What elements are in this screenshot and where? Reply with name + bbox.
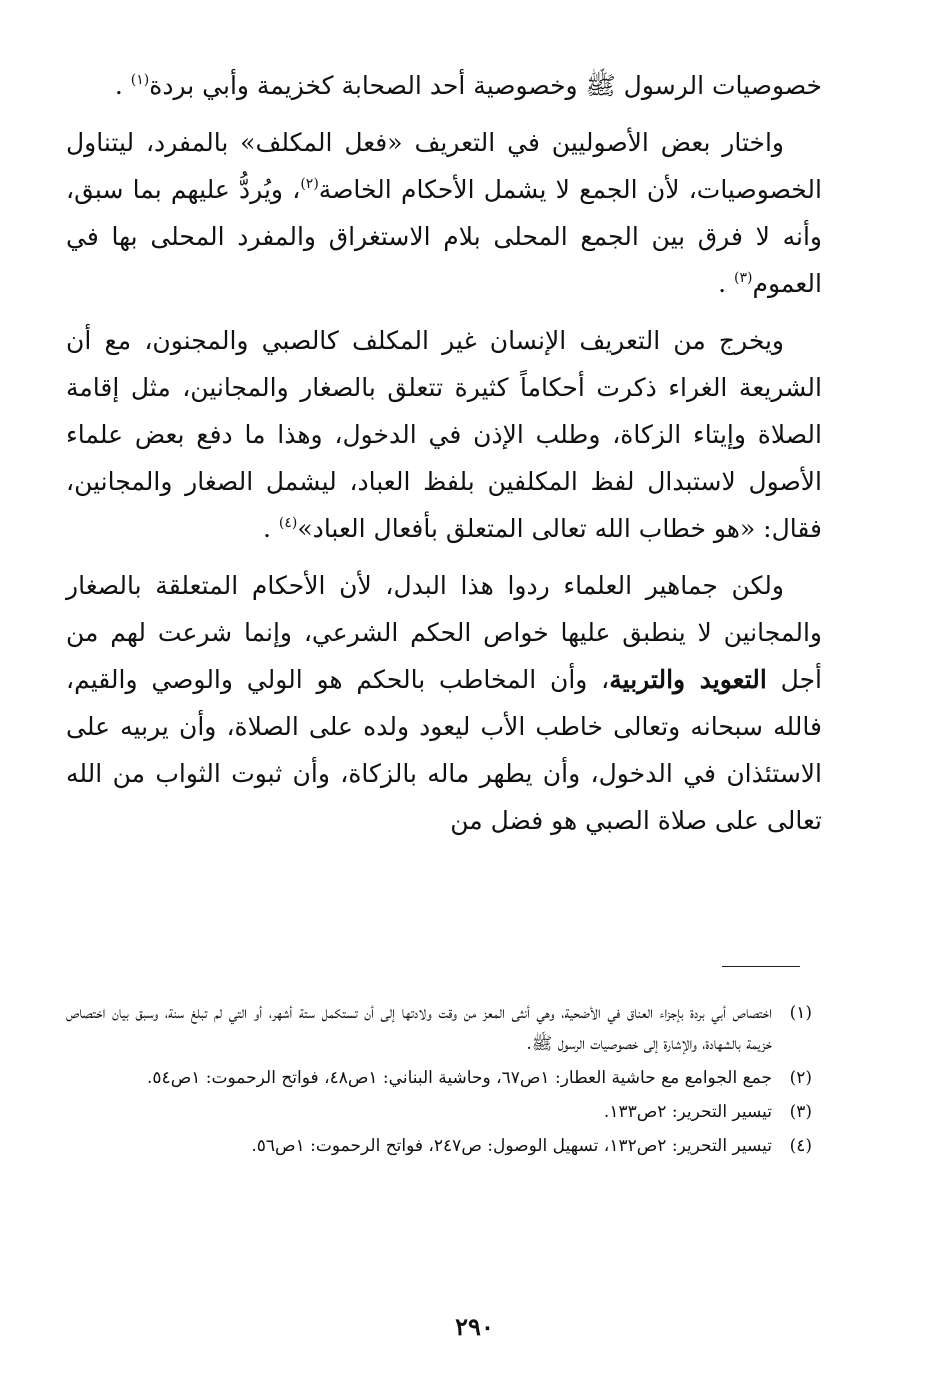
footnote-separator: [722, 966, 800, 967]
footnote-number: (٢): [789, 1068, 812, 1088]
paragraph: [66, 317, 822, 552]
footnote: [66, 1097, 812, 1128]
footnotes: [66, 998, 812, 1165]
footnote: [66, 1063, 812, 1094]
text-run: ، ويُردُّ عليهم بما سبق، وأنه لا فرق بين الجمع المحلى بلام الاستغراق والمفرد المحلى بها في العموم: [66, 175, 822, 298]
footnote-text: تيسير التحرير: ٢ص١٣٣.: [603, 1102, 772, 1122]
text-run: خصوصيات الرسول ﷺ وخصوصية أحد الصحابة كخزيمة وأبي بردة: [149, 71, 822, 100]
text-run: واختار بعض الأصوليين في التعريف «فعل المكلف» بالمفرد، ليتناول الخصوصيات، لأن الجمع لا يشمل الأحكام الخاصة: [66, 128, 822, 204]
text-run: .: [114, 71, 131, 100]
footnote-number: (٣): [789, 1102, 812, 1122]
text-run: ويخرج من التعريف الإنسان غير المكلف كالصبي والمجنون، مع أن الشريعة الغراء ذكرت أحكاماً كثيرة تتعلق بالصغار والمجانين، مثل إقامة الصلاة وإيتاء الزكاة، وطلب الإذن في الدخول، وهذا ما دفع بعض علماء الأصول لاستبدال لفظ المكلفين بلفظ العباد، ليشمل الصغار والمجانين، فقال: «هو خطاب الله تعالى المتعلق بأفعال العباد»: [66, 326, 822, 543]
page-number: ٢٩٠: [455, 1312, 494, 1341]
footnote-number: (٤): [789, 1136, 812, 1156]
footnote-ref: (١): [130, 72, 150, 88]
text-run: .: [718, 269, 735, 298]
paragraph: [66, 562, 822, 844]
text-run: ولكن جماهير العلماء ردوا هذا البدل، لأن الأحكام المتعلقة بالصغار والمجانين لا ينطبق عليها خواص الحكم الشرعي، وإنما شرعت لهم من أجل: [66, 571, 822, 694]
footnote-number: (١): [789, 1003, 812, 1023]
footnote: [66, 998, 812, 1060]
footnote-ref: (٢): [300, 176, 319, 192]
footnote-text: تيسير التحرير: ٢ص١٣٢، تسهيل الوصول: ص٢٤٧، فواتح الرحموت: ١ص٥٦.: [251, 1136, 772, 1156]
footnote: [66, 1131, 812, 1162]
bold-text: التعويد والتربية: [609, 665, 767, 694]
paragraph: [66, 119, 822, 307]
text-run: .: [263, 514, 279, 543]
page-body: [66, 62, 822, 854]
body-text: [66, 62, 822, 844]
text-run: ، وأن المخاطب بالحكم هو الولي والوصي والقيم، فالله سبحانه وتعالى خاطب الأب ليعود ولده على الصلاة، وأن يربيه على الاستئذان في الدخول، وأن يطهر ماله بالزكاة، وأن ثبوت الثواب من الله تعالى على صلاة الصبي هو فضل من: [66, 665, 822, 835]
footnote-text: جمع الجوامع مع حاشية العطار: ١ص٦٧، وحاشية البناني: ١ص٤٨، فواتح الرحموت: ١ص٥٤.: [147, 1068, 772, 1088]
footnote-ref: (٤): [278, 515, 298, 531]
footnote-text: اختصاص أبي بردة بإجزاء العناق في الأضحية، وهي أنثى المعز من وقت ولادتها إلى أن تستكمل ستة أشهر، أو التي لم تبلغ سنة، وسبق بيان اختصاص خزيمة بالشهادة، والإشارة إلى خصوصيات الرسول ﷺ.: [66, 1003, 772, 1054]
paragraph: [66, 62, 822, 109]
footnote-ref: (٣): [734, 270, 753, 286]
